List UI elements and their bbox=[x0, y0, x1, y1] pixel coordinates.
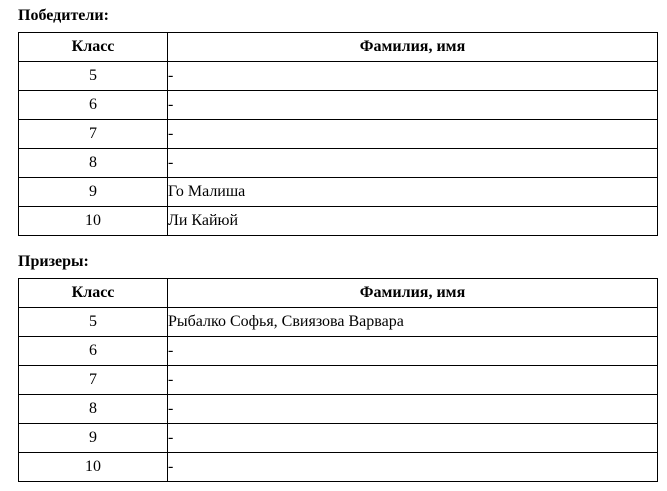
class-cell: 6 bbox=[19, 91, 168, 120]
table-row bbox=[19, 178, 658, 207]
name-cell: - bbox=[168, 453, 658, 482]
table-row bbox=[19, 366, 658, 395]
name-cell: - bbox=[168, 62, 658, 91]
table-row bbox=[19, 62, 658, 91]
prizers-section-title: Призеры: bbox=[18, 253, 89, 270]
name-cell: - bbox=[168, 337, 658, 366]
winners-section-title: Победители: bbox=[18, 7, 109, 24]
class-cell: 8 bbox=[19, 395, 168, 424]
table-row bbox=[19, 424, 658, 453]
name-cell: - bbox=[168, 120, 658, 149]
table-row bbox=[19, 395, 658, 424]
class-cell: 9 bbox=[19, 178, 168, 207]
name-cell: - bbox=[168, 424, 658, 453]
class-column-header: Класс bbox=[19, 33, 168, 62]
name-cell: - bbox=[168, 91, 658, 120]
name-cell: Рыбалко Софья, Свиязова Варвара bbox=[168, 308, 658, 337]
table-header-row bbox=[19, 279, 658, 308]
class-cell: 10 bbox=[19, 453, 168, 482]
table-row bbox=[19, 149, 658, 178]
table-header-row bbox=[19, 33, 658, 62]
table-row bbox=[19, 120, 658, 149]
winners-table bbox=[18, 32, 658, 236]
prizers-table bbox=[18, 278, 658, 482]
class-cell: 7 bbox=[19, 366, 168, 395]
name-column-header: Фамилия, имя bbox=[168, 279, 658, 308]
class-cell: 5 bbox=[19, 308, 168, 337]
table-row bbox=[19, 207, 658, 236]
table-row bbox=[19, 337, 658, 366]
class-cell: 10 bbox=[19, 207, 168, 236]
class-cell: 7 bbox=[19, 120, 168, 149]
class-cell: 9 bbox=[19, 424, 168, 453]
name-column-header: Фамилия, имя bbox=[168, 33, 658, 62]
name-cell: - bbox=[168, 149, 658, 178]
table-row bbox=[19, 91, 658, 120]
table-row bbox=[19, 453, 658, 482]
class-cell: 8 bbox=[19, 149, 168, 178]
class-cell: 6 bbox=[19, 337, 168, 366]
class-column-header: Класс bbox=[19, 279, 168, 308]
name-cell: Го Малиша bbox=[168, 178, 658, 207]
class-cell: 5 bbox=[19, 62, 168, 91]
name-cell: - bbox=[168, 395, 658, 424]
table-row bbox=[19, 308, 658, 337]
name-cell: - bbox=[168, 366, 658, 395]
name-cell: Ли Кайюй bbox=[168, 207, 658, 236]
